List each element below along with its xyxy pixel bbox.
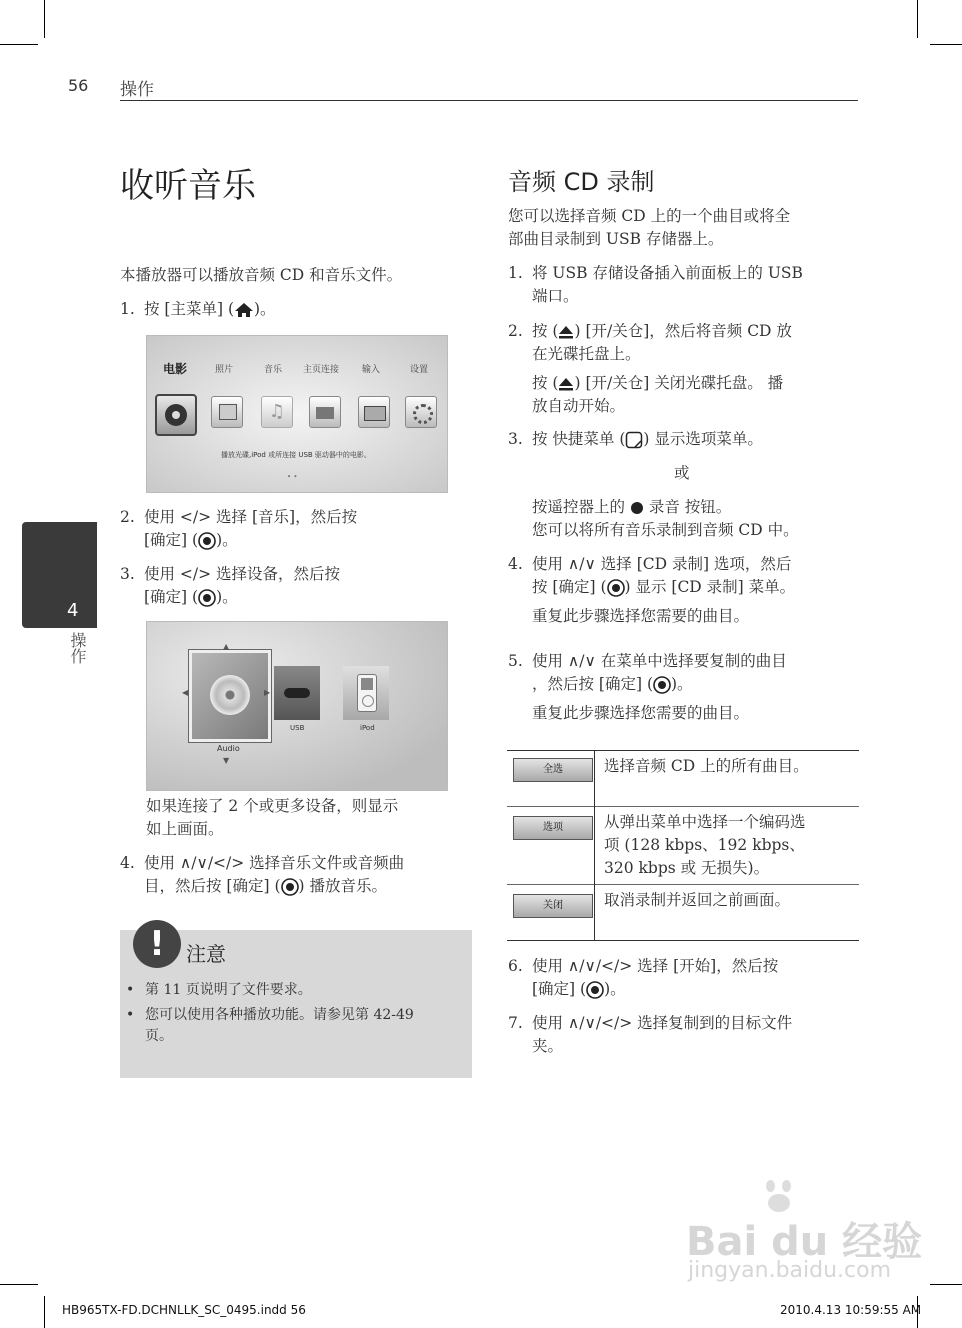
step-text: 将 USB 存储设备插入前面板上的 USB: [532, 264, 803, 282]
step-text: 按 [确定] (: [532, 578, 607, 596]
step-text: ，然后按 [确定] (: [532, 675, 653, 693]
usb-device-tile: [274, 666, 320, 720]
ok-button-icon: [198, 589, 216, 607]
options-button[interactable]: 选项: [513, 816, 593, 840]
note-text: 页。: [145, 1028, 173, 1044]
exclamation-icon: !: [133, 920, 181, 968]
section-heading: 音频 CD 录制: [508, 168, 655, 196]
table-cell: 选择音频 CD 上的所有曲目。: [604, 757, 809, 775]
step-number: 4.: [508, 555, 523, 573]
menu-tab-movie: 电影: [163, 362, 188, 376]
gear-icon: [405, 396, 437, 428]
step-number: 2.: [120, 508, 135, 526]
step-text: ) [开/关仓] 关闭光碟托盘。 播: [574, 374, 784, 392]
ok-button-icon: [281, 878, 299, 896]
step-number: 2.: [508, 322, 523, 340]
arrow-right-icon: ▶: [264, 688, 271, 697]
step-text: [确定] (: [532, 980, 587, 998]
close-button[interactable]: 关闭: [513, 894, 593, 918]
note-item: • 第 11 页说明了文件要求。: [126, 980, 466, 1001]
device-label-ipod: iPod: [360, 724, 375, 732]
step-text: [确定] (: [144, 531, 199, 549]
step-text: ) 播放音乐。: [298, 877, 387, 895]
eject-icon: [558, 376, 574, 392]
step-text: )。: [604, 980, 626, 998]
step-text: 使用 </> 选择设备，然后按: [144, 565, 341, 583]
menu-tab-music: 音乐: [264, 365, 283, 375]
intro-text: 本播放器可以播放音频 CD 和音乐文件。: [120, 266, 403, 284]
table-rule: [507, 940, 859, 941]
rec-step-5: [508, 650, 787, 725]
ipod-device-tile: [343, 666, 389, 720]
step-text: )。: [254, 300, 276, 318]
rec-step-1: [508, 262, 803, 308]
step-text: 使用 ∧/∨/</> 选择音乐文件或音频曲: [144, 854, 405, 872]
crop-mark: [917, 0, 918, 38]
table-row: [604, 755, 809, 778]
table-cell: 取消录制并返回之前画面。: [604, 891, 791, 909]
step-1: [120, 298, 276, 321]
step-text: 按 (: [532, 322, 559, 340]
step-number: 4.: [120, 854, 135, 872]
step-text: 放自动开始。: [532, 397, 626, 415]
page-title: 收听音乐: [120, 166, 256, 206]
step-number: 5.: [508, 652, 523, 670]
music-note-icon: ♫: [261, 396, 293, 428]
or-text: 或: [674, 464, 690, 482]
step-text: 夹。: [532, 1037, 564, 1055]
device-label-usb: USB: [290, 724, 305, 732]
step-text: 使用 ∧/∨/</> 选择复制到的目标文件: [532, 1014, 793, 1032]
device-label-audio: Audio: [217, 744, 240, 753]
homelink-icon: [309, 396, 341, 428]
ok-button-icon: [586, 981, 604, 999]
step-number: 1.: [508, 264, 523, 282]
disc-icon: [210, 675, 250, 715]
arrow-up-icon: ▲: [223, 642, 230, 651]
record-icon: [630, 501, 644, 515]
devices-note: [146, 795, 398, 841]
crop-mark: [44, 0, 45, 38]
step-text: ) 显示选项菜单。: [643, 430, 763, 448]
step-text: ) 显示 [CD 录制] 菜单。: [624, 578, 796, 596]
table-cell: 从弹出菜单中选择一个编码选: [604, 813, 806, 831]
chapter-number: 4: [67, 600, 79, 621]
arrow-down-icon: ▼: [223, 756, 230, 765]
watermark-logo: Bai du 经验: [686, 1219, 923, 1265]
menu-tab-settings: 设置: [410, 365, 429, 375]
step-text: 使用 ∧/∨/</> 选择 [开始]，然后按: [532, 957, 779, 975]
rec-step-6: [508, 955, 778, 1001]
rec-step-3: [508, 428, 799, 542]
step-text: )。: [216, 531, 238, 549]
devices-note-line: 如上画面。: [146, 820, 224, 838]
audio-device-tile: [189, 650, 271, 742]
step-text: 目，然后按 [确定] (: [144, 877, 281, 895]
header-rule: [120, 100, 858, 101]
note-text: 第 11 页说明了文件要求。: [145, 982, 312, 998]
usb-icon: [284, 688, 310, 698]
note-title: 注意: [186, 942, 226, 966]
crop-mark: [44, 1296, 45, 1328]
step-number: 6.: [508, 957, 523, 975]
step-text: )。: [216, 588, 238, 606]
quick-menu-icon: [625, 431, 643, 449]
note-item: • 您可以使用各种播放功能。请参见第 42-49 页。: [126, 1007, 414, 1044]
section-title: 操作: [120, 80, 154, 100]
step-number: 7.: [508, 1014, 523, 1032]
table-rule: [507, 750, 859, 751]
input-icon: [358, 396, 390, 428]
select-all-button[interactable]: 全选: [513, 758, 593, 782]
step-text: 端口。: [532, 287, 579, 305]
step-text: 按 (: [532, 374, 559, 392]
paw-icon: [760, 1180, 800, 1214]
rec-step-7: [508, 1012, 792, 1058]
step-text: )。: [671, 675, 693, 693]
step-text: 重复此步骤选择您需要的曲目。: [532, 607, 750, 625]
step-text: 按 快捷菜单 (: [532, 430, 626, 448]
table-row: [604, 811, 806, 880]
step-text: 录音 按钮。: [643, 498, 732, 516]
step-number: 3.: [508, 430, 523, 448]
eject-icon: [558, 324, 574, 340]
photo-icon: [211, 396, 243, 428]
intro-line: 部曲目录制到 USB 存储器上。: [508, 230, 724, 248]
chapter-tab: [22, 522, 97, 628]
footer-timestamp: 2010.4.13 10:59:55 AM: [780, 1303, 922, 1317]
menu-tab-homelink: 主页连接: [303, 365, 340, 375]
step-text: 使用 </> 选择 [音乐]，然后按: [144, 508, 358, 526]
watermark-url: jingyan.baidu.com: [688, 1258, 892, 1283]
crop-mark: [930, 1284, 962, 1285]
page-dots-icon: • •: [287, 473, 298, 481]
ipod-icon: [357, 674, 377, 712]
home-menu-screenshot: [146, 335, 448, 493]
step-text: 按 [主菜单] (: [144, 300, 234, 318]
page-number: 56: [68, 76, 89, 95]
rec-step-2: [508, 320, 792, 418]
crop-mark: [0, 1284, 38, 1285]
crop-mark: [0, 44, 38, 45]
step-text: [确定] (: [144, 588, 199, 606]
device-select-screenshot: [146, 621, 448, 791]
table-row: [604, 889, 790, 912]
step-4: [120, 852, 404, 898]
table-divider: [594, 751, 595, 941]
step-text: ) [开/关仓]，然后将音频 CD 放: [574, 322, 792, 340]
step-text: 使用 ∧/∨ 选择 [CD 录制] 选项，然后: [532, 555, 792, 573]
right-intro: [508, 205, 790, 251]
note-list: [126, 980, 466, 1047]
ok-button-icon: [653, 676, 671, 694]
table-cell: 项 (128 kbps、192 kbps、: [604, 836, 805, 854]
step-text: 使用 ∧/∨ 在菜单中选择要复制的曲目: [532, 652, 787, 670]
step-number: 1.: [120, 300, 135, 318]
ok-button-icon: [607, 579, 625, 597]
table-rule: [507, 806, 859, 807]
arrow-left-icon: ◀: [182, 688, 189, 697]
menu-tab-photo: 照片: [215, 365, 234, 375]
devices-note-line: 如果连接了 2 个或更多设备，则显示: [146, 797, 399, 815]
step-text: 在光碟托盘上。: [532, 345, 641, 363]
step-text: 重复此步骤选择您需要的曲目。: [532, 704, 750, 722]
footer-file: HB965TX-FD.DCHNLLK_SC_0495.indd 56: [62, 1303, 306, 1317]
step-text: 您可以将所有音乐录制到音频 CD 中。: [532, 521, 799, 539]
menu-tab-input: 输入: [362, 365, 381, 375]
home-icon: [234, 302, 254, 318]
table-cell: 320 kbps 或 无损失)。: [604, 859, 770, 877]
table-rule: [507, 884, 859, 885]
step-text: 按遥控器上的: [532, 498, 630, 516]
intro-line: 您可以选择音频 CD 上的一个曲目或将全: [508, 207, 791, 225]
chapter-label: 操作: [68, 632, 87, 664]
step-3: [120, 563, 340, 609]
crop-mark: [930, 44, 962, 45]
ok-button-icon: [198, 532, 216, 550]
rec-step-4: [508, 553, 795, 628]
step-2: [120, 506, 357, 552]
note-text: 您可以使用各种播放功能。请参见第 42-49: [145, 1007, 414, 1023]
step-number: 3.: [120, 565, 135, 583]
menu-caption: 播放光碟,iPod 或所连接 USB 驱动器中的电影。: [221, 451, 371, 459]
film-reel-icon: [155, 394, 197, 436]
